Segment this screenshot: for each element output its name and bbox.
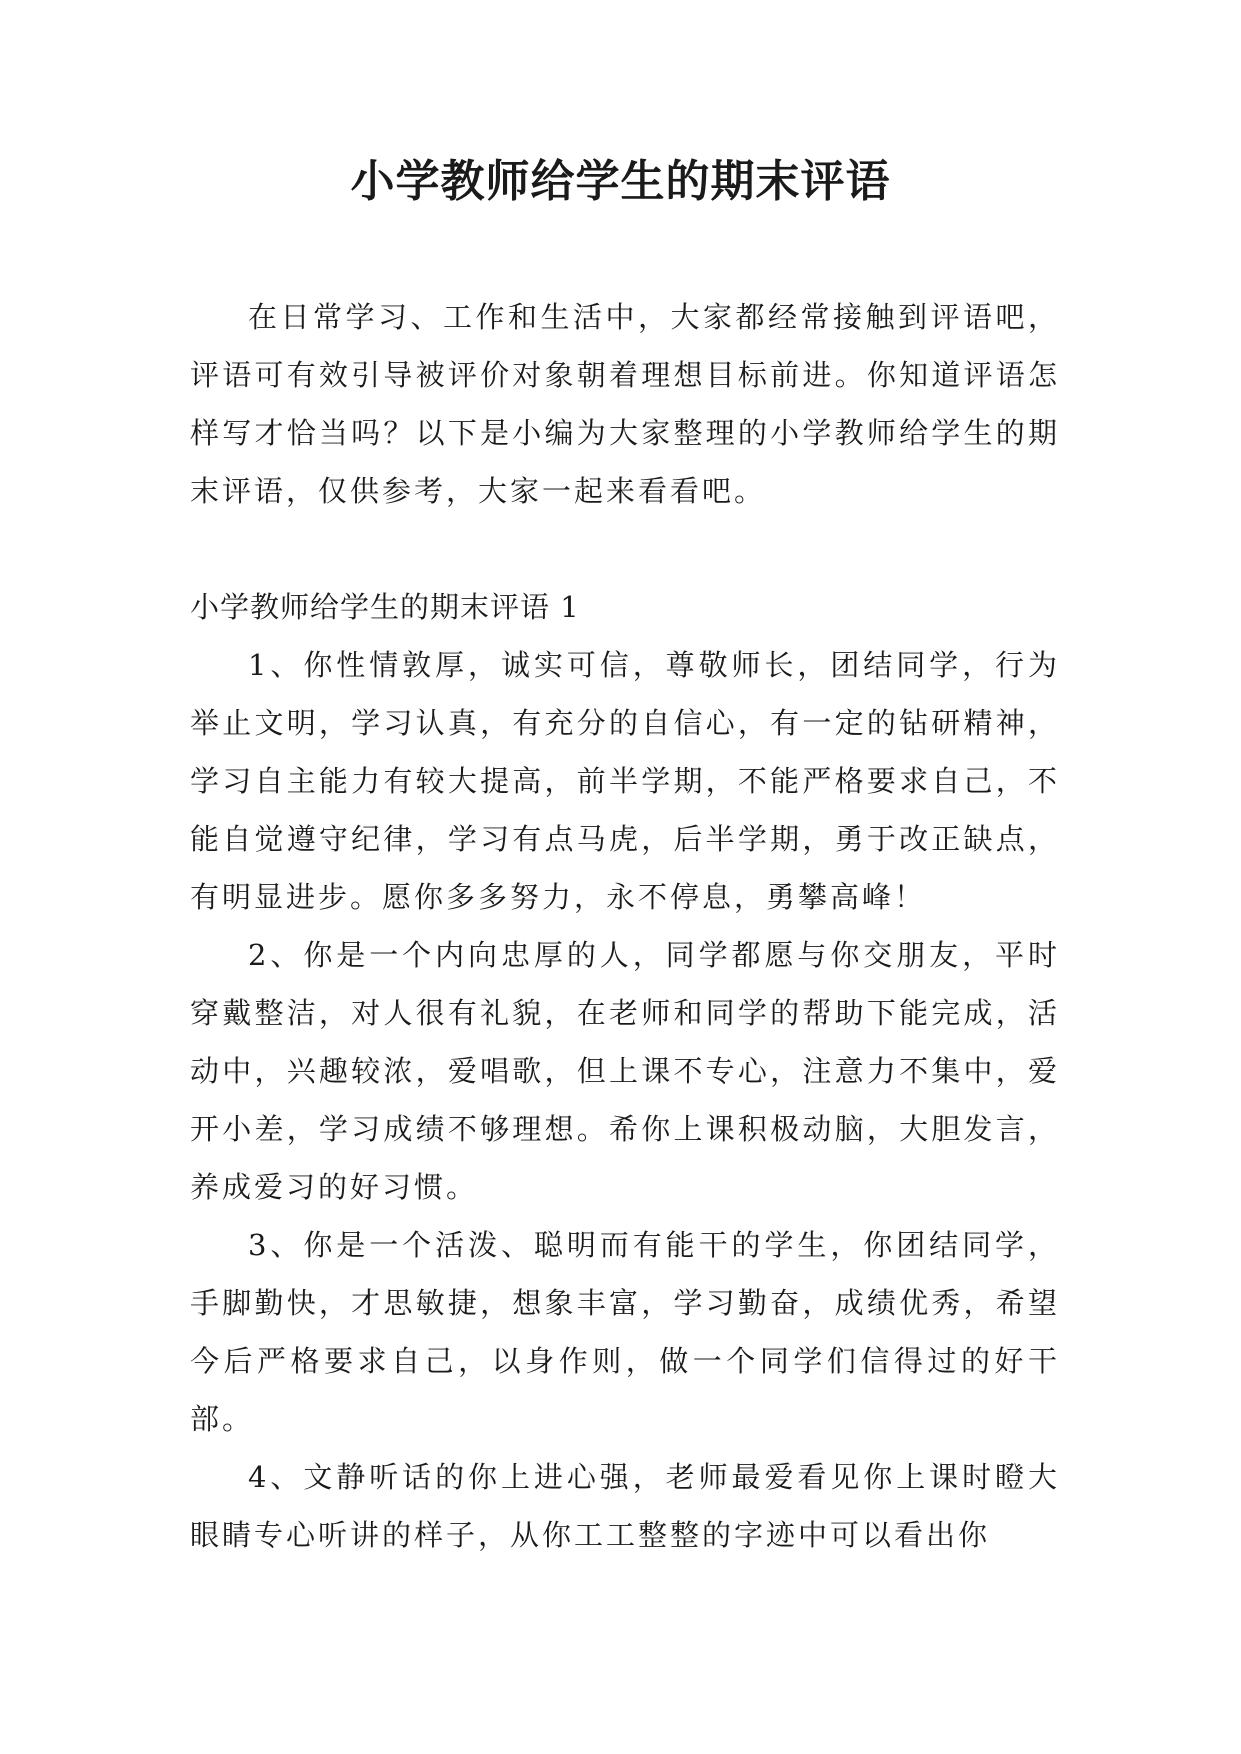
- intro-paragraph: 在日常学习、工作和生活中，大家都经常接触到评语吧，评语可有效引导被评价对象朝着理想目标前进。你知道评语怎样写才恰当吗？以下是小编为大家整理的小学教师给学生的期末评语，仅供参考，大家一起来看看吧。: [190, 300, 1060, 508]
- document-title: 小学教师给学生的期末评语: [350, 156, 891, 207]
- section-heading: 小学教师给学生的期末评语 1: [190, 590, 580, 624]
- comment-item-1: 1、你性情敦厚，诚实可信，尊敬师长，团结同学，行为举止文明，学习认真，有充分的自信心，有一定的钻研精神，学习自主能力有较大提高，前半学期，不能严格要求自己，不能自觉遵守纪律，学习有点马虎，后半学期，勇于改正缺点，有明显进步。愿你多多努力，永不停息，勇攀高峰！: [190, 648, 1060, 914]
- comment-item-4: 4、文静听话的你上进心强，老师最爱看见你上课时瞪大眼睛专心听讲的样子，从你工工整整的字迹中可以看出你: [190, 1460, 1060, 1552]
- comment-item-3: 3、你是一个活泼、聪明而有能干的学生，你团结同学，手脚勤快，才思敏捷，想象丰富，学习勤奋，成绩优秀，希望今后严格要求自己，以身作则，做一个同学们信得过的好干部。: [190, 1228, 1060, 1436]
- comment-item-2: 2、你是一个内向忠厚的人，同学都愿与你交朋友，平时穿戴整洁，对人很有礼貌，在老师和同学的帮助下能完成，活动中，兴趣较浓，爱唱歌，但上课不专心，注意力不集中，爱开小差，学习成绩不够理想。希你上课积极动脑，大胆发言，养成爱习的好习惯。: [190, 938, 1060, 1204]
- document-body: [190, 288, 1060, 1564]
